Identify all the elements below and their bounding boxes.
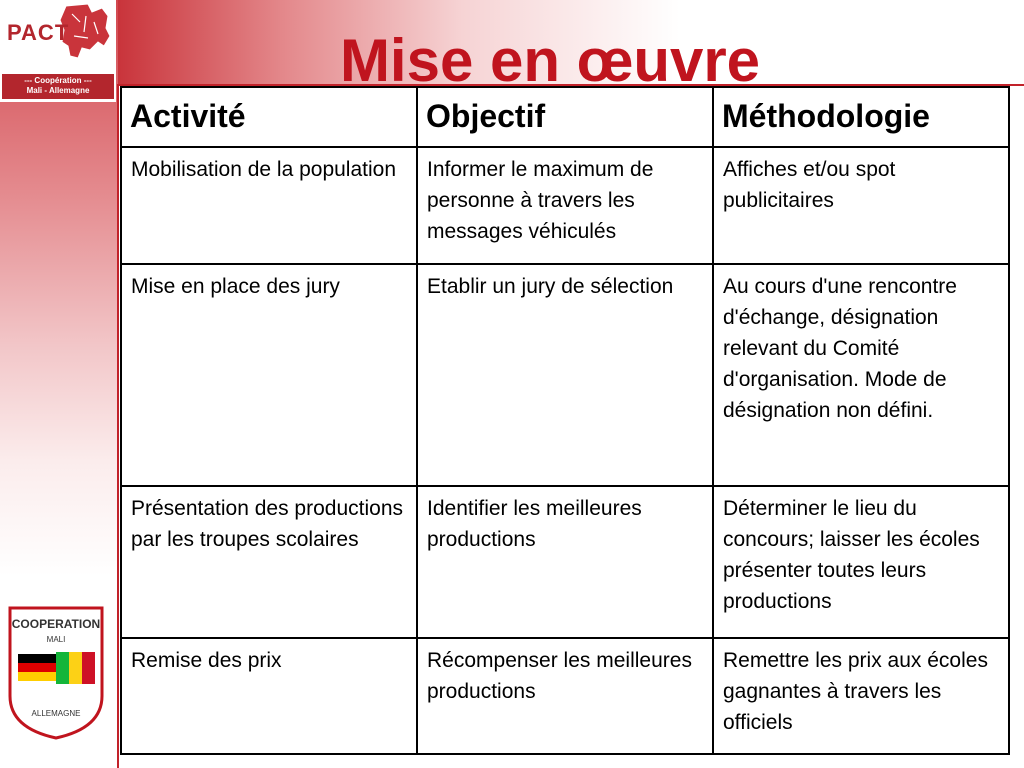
page-title: Mise en œuvre (339, 27, 761, 86)
cell-objectif: Récompenser les meilleures productions (417, 638, 713, 754)
cell-activite: Mobilisation de la population (121, 147, 417, 264)
badge-line1: COOPERATION (11, 617, 101, 631)
left-divider-line (117, 84, 119, 768)
implementation-table-wrapper (120, 86, 1008, 755)
cell-objectif: Etablir un jury de sélection (417, 264, 713, 486)
cell-methodologie: Au cours d'une rencontre d'échange, désignation relevant du Comité d'organisation. Mode de désignation non défini. (713, 264, 1009, 486)
table-header-row (121, 87, 1009, 147)
implementation-table (120, 86, 1010, 755)
header-activite: Activité (121, 87, 417, 147)
pact-logo (0, 0, 116, 102)
table-row (121, 486, 1009, 638)
cooperation-badge-logo (6, 604, 106, 742)
pact-caption (2, 74, 114, 99)
cell-methodologie: Affiches et/ou spot publicitaires (713, 147, 1009, 264)
pact-caption-line2: Mali - Allemagne (26, 86, 90, 95)
pact-caption-line1: --- Coopération --- (24, 76, 92, 85)
table-row (121, 264, 1009, 486)
badge-line2: MALI (46, 635, 66, 644)
header-objectif: Objectif (417, 87, 713, 147)
german-flag-icon (18, 654, 56, 681)
header-methodologie: Méthodologie (713, 87, 1009, 147)
cell-activite: Remise des prix (121, 638, 417, 754)
cell-activite: Présentation des productions par les troupes scolaires (121, 486, 417, 638)
table-row (121, 638, 1009, 754)
cell-objectif: Identifier les meilleures productions (417, 486, 713, 638)
badge-line3: ALLEMAGNE (31, 709, 81, 718)
cell-methodologie: Déterminer le lieu du concours; laisser les écoles présenter toutes leurs productions (713, 486, 1009, 638)
pact-brand-text: PACT (7, 20, 70, 45)
table-row (121, 147, 1009, 264)
mali-flag-icon (56, 652, 95, 684)
cell-objectif: Informer le maximum de personne à travers les messages véhiculés (417, 147, 713, 264)
cell-activite: Mise en place des jury (121, 264, 417, 486)
cell-methodologie: Remettre les prix aux écoles gagnantes à travers les officiels (713, 638, 1009, 754)
